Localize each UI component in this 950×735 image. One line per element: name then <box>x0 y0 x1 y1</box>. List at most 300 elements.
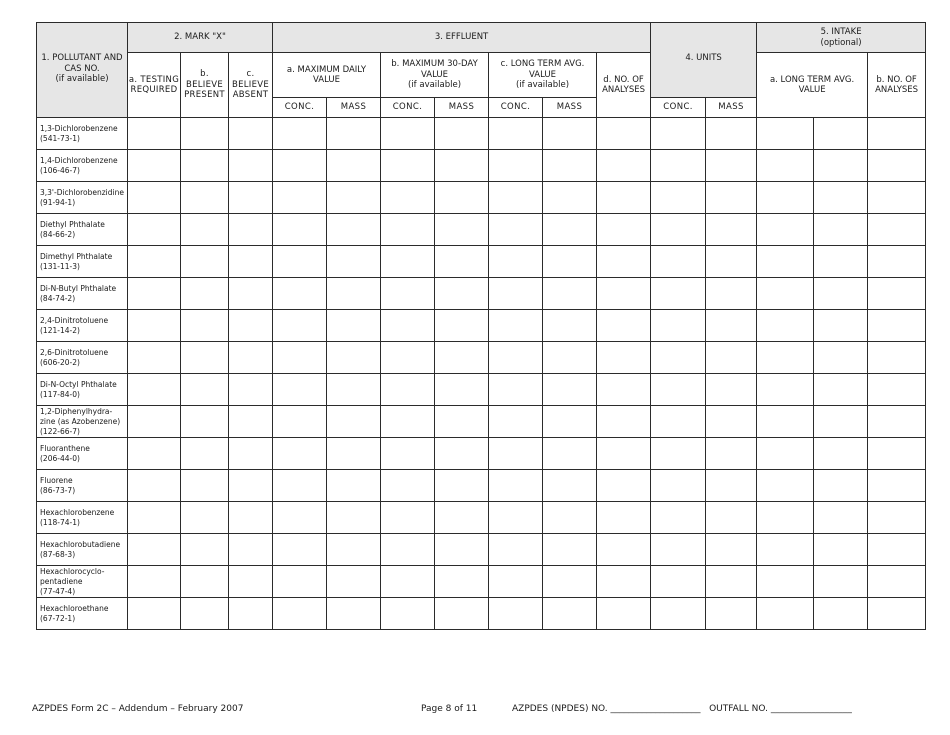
long-term-avg-conc-cell[interactable] <box>489 342 543 374</box>
units-mass-cell[interactable] <box>706 246 757 278</box>
pollutant-name-cell <box>37 566 128 598</box>
long-term-avg-mass-cell[interactable] <box>543 214 597 246</box>
believe-absent-cell[interactable] <box>229 118 273 150</box>
intake-mass-cell[interactable] <box>814 566 868 598</box>
units-conc-cell[interactable] <box>651 182 706 214</box>
max-30-day-conc-cell[interactable] <box>381 310 435 342</box>
max-daily-conc-cell[interactable] <box>273 246 327 278</box>
intake-mass-cell[interactable] <box>814 438 868 470</box>
units-conc-cell[interactable] <box>651 598 706 630</box>
table-row <box>37 182 926 214</box>
believe-present-cell[interactable] <box>181 406 229 438</box>
max-daily-conc-cell[interactable] <box>273 214 327 246</box>
no-of-analyses-cell[interactable] <box>597 438 651 470</box>
long-term-avg-conc-cell[interactable] <box>489 374 543 406</box>
max-30-day-mass-cell[interactable] <box>435 310 489 342</box>
long-term-avg-mass-cell[interactable] <box>543 598 597 630</box>
max-daily-conc-cell[interactable] <box>273 534 327 566</box>
believe-absent-cell[interactable] <box>229 502 273 534</box>
mark-believe-present-header: b. BELIEVE PRESENT <box>181 53 229 118</box>
units-conc-cell[interactable] <box>651 214 706 246</box>
believe-absent-cell[interactable] <box>229 374 273 406</box>
believe-absent-cell[interactable] <box>229 438 273 470</box>
mark-believe-absent-header: c. BELIEVE ABSENT <box>229 53 273 118</box>
max-daily-mass-cell[interactable] <box>327 182 381 214</box>
max-30-day-mass-cell[interactable] <box>435 150 489 182</box>
testing-required-cell[interactable] <box>128 246 181 278</box>
max-30-day-conc-cell[interactable] <box>381 118 435 150</box>
no-of-analyses-cell[interactable] <box>597 470 651 502</box>
pollutant-header-note: (if available) <box>55 74 109 84</box>
max-daily-mass-cell[interactable] <box>327 406 381 438</box>
long-term-avg-conc-cell[interactable] <box>489 470 543 502</box>
intake-conc-cell[interactable] <box>757 342 814 374</box>
max-daily-mass-cell[interactable] <box>327 566 381 598</box>
pollutant-cas: (206-44-0) <box>40 453 80 463</box>
long-term-avg-mass-cell[interactable] <box>543 566 597 598</box>
max-daily-conc-cell[interactable] <box>273 438 327 470</box>
table-row <box>37 502 926 534</box>
intake-no-of-analyses-cell[interactable] <box>868 182 926 214</box>
max-daily-conc-cell[interactable] <box>273 566 327 598</box>
long-term-avg-conc-cell[interactable] <box>489 438 543 470</box>
long-term-avg-mass-cell[interactable] <box>543 502 597 534</box>
pollutant-cas: (117-84-0) <box>40 389 80 399</box>
pollutant-name-cell <box>37 246 128 278</box>
intake-conc-cell[interactable] <box>757 438 814 470</box>
long-term-avg-conc-cell[interactable] <box>489 502 543 534</box>
testing-required-cell[interactable] <box>128 502 181 534</box>
intake-no-of-analyses-cell[interactable] <box>868 118 926 150</box>
long-term-avg-mass-cell[interactable] <box>543 534 597 566</box>
max-30-day-conc-cell[interactable] <box>381 406 435 438</box>
max-daily-conc-cell[interactable] <box>273 278 327 310</box>
believe-absent-cell[interactable] <box>229 150 273 182</box>
units-mass-cell[interactable] <box>706 438 757 470</box>
no-of-analyses-cell[interactable] <box>597 502 651 534</box>
intake-mass-cell[interactable] <box>814 214 868 246</box>
max-daily-conc-cell[interactable] <box>273 406 327 438</box>
max-30-day-mass-cell[interactable] <box>435 534 489 566</box>
long-term-avg-conc-cell[interactable] <box>489 118 543 150</box>
max-daily-mass-cell[interactable] <box>327 374 381 406</box>
pollutant-name: 3,3'-Dichlorobenzidine <box>40 187 124 197</box>
no-of-analyses-header: d. NO. OF ANALYSES <box>597 53 651 118</box>
believe-absent-cell[interactable] <box>229 566 273 598</box>
pollutant-cas: (122-66-7) <box>40 426 80 436</box>
intake-conc-cell[interactable] <box>757 118 814 150</box>
pollutant-name-cell <box>37 470 128 502</box>
pollutant-name-cell <box>37 214 128 246</box>
intake-no-of-analyses-cell[interactable] <box>868 566 926 598</box>
intake-conc-cell[interactable] <box>757 246 814 278</box>
max-30-day-mass-cell[interactable] <box>435 566 489 598</box>
units-conc-cell[interactable] <box>651 118 706 150</box>
intake-conc-cell[interactable] <box>757 470 814 502</box>
intake-conc-cell[interactable] <box>757 182 814 214</box>
max-30-day-mass-cell[interactable] <box>435 246 489 278</box>
max-30-day-conc-cell[interactable] <box>381 182 435 214</box>
max-30-day-mass-cell[interactable] <box>435 214 489 246</box>
pollutant-name-cell <box>37 534 128 566</box>
believe-present-cell[interactable] <box>181 566 229 598</box>
max-daily-mass-cell[interactable] <box>327 502 381 534</box>
testing-required-cell[interactable] <box>128 118 181 150</box>
no-of-analyses-cell[interactable] <box>597 150 651 182</box>
long-term-avg-conc-header: CONC. <box>489 98 543 118</box>
max-30-day-conc-header: CONC. <box>381 98 435 118</box>
intake-conc-cell[interactable] <box>757 406 814 438</box>
intake-no-of-analyses-cell[interactable] <box>868 534 926 566</box>
long-term-avg-mass-cell[interactable] <box>543 406 597 438</box>
believe-absent-cell[interactable] <box>229 182 273 214</box>
believe-absent-cell[interactable] <box>229 598 273 630</box>
long-term-avg-conc-cell[interactable] <box>489 534 543 566</box>
long-term-avg-mass-cell[interactable] <box>543 438 597 470</box>
units-mass-cell[interactable] <box>706 118 757 150</box>
testing-required-cell[interactable] <box>128 534 181 566</box>
units-conc-cell[interactable] <box>651 342 706 374</box>
long-term-avg-conc-cell[interactable] <box>489 566 543 598</box>
max-daily-mass-cell[interactable] <box>327 118 381 150</box>
max-daily-mass-cell[interactable] <box>327 246 381 278</box>
believe-absent-cell[interactable] <box>229 278 273 310</box>
long-term-avg-mass-cell[interactable] <box>543 118 597 150</box>
testing-required-cell[interactable] <box>128 150 181 182</box>
long-term-avg-mass-cell[interactable] <box>543 246 597 278</box>
long-term-avg-conc-cell[interactable] <box>489 278 543 310</box>
table-row <box>37 214 926 246</box>
believe-present-cell[interactable] <box>181 278 229 310</box>
units-mass-cell[interactable] <box>706 534 757 566</box>
max-daily-mass-cell[interactable] <box>327 150 381 182</box>
believe-present-cell[interactable] <box>181 470 229 502</box>
units-conc-cell[interactable] <box>651 150 706 182</box>
testing-required-cell[interactable] <box>128 278 181 310</box>
no-of-analyses-cell[interactable] <box>597 374 651 406</box>
max-30-day-mass-cell[interactable] <box>435 374 489 406</box>
no-of-analyses-cell[interactable] <box>597 214 651 246</box>
max-30-day-mass-cell[interactable] <box>435 598 489 630</box>
intake-mass-cell[interactable] <box>814 470 868 502</box>
intake-no-of-analyses-cell[interactable] <box>868 278 926 310</box>
intake-mass-cell[interactable] <box>814 278 868 310</box>
believe-present-cell[interactable] <box>181 598 229 630</box>
intake-mass-cell[interactable] <box>814 342 868 374</box>
max-daily-conc-cell[interactable] <box>273 310 327 342</box>
pollutant-cas: (106-46-7) <box>40 165 80 175</box>
believe-present-cell[interactable] <box>181 246 229 278</box>
intake-conc-cell[interactable] <box>757 150 814 182</box>
units-header: 4. UNITS <box>651 23 757 98</box>
testing-required-cell[interactable] <box>128 470 181 502</box>
believe-present-cell[interactable] <box>181 374 229 406</box>
max-30-day-mass-cell[interactable] <box>435 502 489 534</box>
units-mass-cell[interactable] <box>706 150 757 182</box>
max-daily-mass-cell[interactable] <box>327 534 381 566</box>
intake-mass-cell[interactable] <box>814 502 868 534</box>
long-term-avg-mass-cell[interactable] <box>543 342 597 374</box>
units-mass-cell[interactable] <box>706 598 757 630</box>
max-30-day-conc-cell[interactable] <box>381 374 435 406</box>
page-number: Page 8 of 11 <box>421 704 478 714</box>
intake-conc-cell[interactable] <box>757 534 814 566</box>
intake-mass-cell[interactable] <box>814 246 868 278</box>
max-30-day-conc-cell[interactable] <box>381 598 435 630</box>
table-row <box>37 438 926 470</box>
pollutant-name: Di-N-Octyl Phthalate <box>40 379 117 389</box>
units-conc-cell[interactable] <box>651 438 706 470</box>
pollutant-name-cell <box>37 182 128 214</box>
intake-conc-cell[interactable] <box>757 374 814 406</box>
max-30-day-note: (if available) <box>407 80 462 91</box>
max-30-day-mass-cell[interactable] <box>435 342 489 374</box>
no-of-analyses-cell[interactable] <box>597 342 651 374</box>
no-of-analyses-cell[interactable] <box>597 118 651 150</box>
max-30-day-header <box>381 53 489 98</box>
testing-required-cell[interactable] <box>128 438 181 470</box>
long-term-avg-mass-cell[interactable] <box>543 182 597 214</box>
intake-no-of-analyses-cell[interactable] <box>868 150 926 182</box>
long-term-avg-conc-cell[interactable] <box>489 598 543 630</box>
intake-mass-cell[interactable] <box>814 310 868 342</box>
no-of-analyses-cell[interactable] <box>597 406 651 438</box>
intake-no-of-analyses-cell[interactable] <box>868 310 926 342</box>
max-daily-mass-cell[interactable] <box>327 278 381 310</box>
intake-conc-cell[interactable] <box>757 214 814 246</box>
intake-no-of-analyses-cell[interactable] <box>868 246 926 278</box>
long-term-avg-mass-cell[interactable] <box>543 150 597 182</box>
testing-required-cell[interactable] <box>128 406 181 438</box>
units-mass-cell[interactable] <box>706 502 757 534</box>
no-of-analyses-cell[interactable] <box>597 534 651 566</box>
long-term-avg-mass-cell[interactable] <box>543 470 597 502</box>
units-mass-cell[interactable] <box>706 566 757 598</box>
intake-mass-cell[interactable] <box>814 182 868 214</box>
intake-mass-cell[interactable] <box>814 150 868 182</box>
intake-no-of-analyses-cell[interactable] <box>868 598 926 630</box>
units-conc-cell[interactable] <box>651 406 706 438</box>
max-30-day-conc-cell[interactable] <box>381 470 435 502</box>
pollutant-name: Fluoranthene <box>40 443 90 453</box>
believe-present-cell[interactable] <box>181 310 229 342</box>
max-daily-mass-cell[interactable] <box>327 470 381 502</box>
table-row <box>37 246 926 278</box>
intake-no-of-analyses-cell[interactable] <box>868 406 926 438</box>
testing-required-cell[interactable] <box>128 598 181 630</box>
units-conc-cell[interactable] <box>651 246 706 278</box>
pollutant-name: 1,3-Dichlorobenzene <box>40 123 118 133</box>
units-mass-cell[interactable] <box>706 182 757 214</box>
intake-conc-cell[interactable] <box>757 598 814 630</box>
long-term-avg-conc-cell[interactable] <box>489 406 543 438</box>
intake-mass-cell[interactable] <box>814 374 868 406</box>
units-conc-cell[interactable] <box>651 310 706 342</box>
intake-conc-cell[interactable] <box>757 310 814 342</box>
no-of-analyses-cell[interactable] <box>597 246 651 278</box>
max-daily-mass-cell[interactable] <box>327 598 381 630</box>
units-mass-cell[interactable] <box>706 278 757 310</box>
pollutant-cas: (91-94-1) <box>40 197 76 207</box>
no-of-analyses-cell[interactable] <box>597 310 651 342</box>
pollutant-cas: (118-74-1) <box>40 517 80 527</box>
intake-no-of-analyses-cell[interactable] <box>868 214 926 246</box>
max-daily-header: a. MAXIMUM DAILY VALUE <box>273 53 381 98</box>
max-30-day-mass-cell[interactable] <box>435 278 489 310</box>
max-30-day-mass-cell[interactable] <box>435 182 489 214</box>
no-of-analyses-cell[interactable] <box>597 182 651 214</box>
long-term-avg-conc-cell[interactable] <box>489 182 543 214</box>
intake-header-note: (optional) <box>820 37 862 48</box>
max-daily-conc-cell[interactable] <box>273 598 327 630</box>
max-daily-conc-cell[interactable] <box>273 470 327 502</box>
table-row <box>37 598 926 630</box>
max-30-day-conc-cell[interactable] <box>381 278 435 310</box>
max-daily-mass-header: MASS <box>327 98 381 118</box>
max-30-day-mass-cell[interactable] <box>435 470 489 502</box>
pollutant-name-cell <box>37 598 128 630</box>
believe-present-cell[interactable] <box>181 150 229 182</box>
form-id: AZPDES Form 2C – Addendum – February 2007 <box>32 704 244 714</box>
testing-required-cell[interactable] <box>128 566 181 598</box>
units-mass-cell[interactable] <box>706 374 757 406</box>
testing-required-cell[interactable] <box>128 182 181 214</box>
believe-present-cell[interactable] <box>181 342 229 374</box>
pollutant-name: Di-N-Butyl Phthalate <box>40 283 117 293</box>
max-daily-conc-cell[interactable] <box>273 502 327 534</box>
units-conc-cell[interactable] <box>651 502 706 534</box>
units-conc-cell[interactable] <box>651 278 706 310</box>
believe-absent-cell[interactable] <box>229 310 273 342</box>
max-30-day-conc-cell[interactable] <box>381 150 435 182</box>
intake-mass-cell[interactable] <box>814 406 868 438</box>
max-daily-mass-cell[interactable] <box>327 438 381 470</box>
max-30-day-conc-cell[interactable] <box>381 214 435 246</box>
believe-absent-cell[interactable] <box>229 246 273 278</box>
max-30-day-mass-cell[interactable] <box>435 406 489 438</box>
long-term-avg-header <box>489 53 597 98</box>
max-30-day-conc-cell[interactable] <box>381 246 435 278</box>
believe-absent-cell[interactable] <box>229 406 273 438</box>
units-mass-cell[interactable] <box>706 310 757 342</box>
table-row <box>37 118 926 150</box>
effluent-header: 3. EFFLUENT <box>273 23 651 53</box>
pollutant-cas: (87-68-3) <box>40 549 76 559</box>
pollutant-name-cell <box>37 502 128 534</box>
believe-absent-cell[interactable] <box>229 534 273 566</box>
table-row <box>37 342 926 374</box>
table-row <box>37 310 926 342</box>
table-row <box>37 406 926 438</box>
pollutant-name: Diethyl Phthalate <box>40 219 105 229</box>
units-conc-cell[interactable] <box>651 566 706 598</box>
pollutant-cas: (131-11-3) <box>40 261 80 271</box>
testing-required-cell[interactable] <box>128 214 181 246</box>
believe-present-cell[interactable] <box>181 182 229 214</box>
intake-no-of-analyses-cell[interactable] <box>868 470 926 502</box>
testing-required-cell[interactable] <box>128 342 181 374</box>
max-30-day-mass-cell[interactable] <box>435 118 489 150</box>
no-of-analyses-cell[interactable] <box>597 566 651 598</box>
pollutant-name-cell <box>37 150 128 182</box>
units-mass-cell[interactable] <box>706 470 757 502</box>
intake-mass-cell[interactable] <box>814 598 868 630</box>
believe-absent-cell[interactable] <box>229 342 273 374</box>
no-of-analyses-cell[interactable] <box>597 278 651 310</box>
believe-present-cell[interactable] <box>181 118 229 150</box>
believe-present-cell[interactable] <box>181 438 229 470</box>
long-term-avg-conc-cell[interactable] <box>489 246 543 278</box>
intake-conc-cell[interactable] <box>757 502 814 534</box>
intake-no-of-analyses-cell[interactable] <box>868 438 926 470</box>
no-of-analyses-cell[interactable] <box>597 598 651 630</box>
pollutant-name-cell <box>37 310 128 342</box>
believe-absent-cell[interactable] <box>229 214 273 246</box>
pollutant-cas: (84-74-2) <box>40 293 76 303</box>
intake-header <box>757 23 926 53</box>
long-term-avg-mass-cell[interactable] <box>543 374 597 406</box>
intake-no-of-analyses-cell[interactable] <box>868 502 926 534</box>
max-30-day-conc-cell[interactable] <box>381 502 435 534</box>
intake-mass-cell[interactable] <box>814 118 868 150</box>
pollutant-header <box>37 23 128 118</box>
long-term-avg-mass-cell[interactable] <box>543 310 597 342</box>
believe-present-cell[interactable] <box>181 534 229 566</box>
units-conc-cell[interactable] <box>651 374 706 406</box>
max-daily-mass-cell[interactable] <box>327 310 381 342</box>
max-30-day-conc-cell[interactable] <box>381 534 435 566</box>
max-daily-mass-cell[interactable] <box>327 342 381 374</box>
intake-no-of-analyses-cell[interactable] <box>868 374 926 406</box>
believe-absent-cell[interactable] <box>229 470 273 502</box>
max-30-day-conc-cell[interactable] <box>381 342 435 374</box>
max-daily-conc-cell[interactable] <box>273 118 327 150</box>
pollutant-cas: (541-73-1) <box>40 133 80 143</box>
testing-required-cell[interactable] <box>128 374 181 406</box>
units-conc-cell[interactable] <box>651 534 706 566</box>
believe-present-cell[interactable] <box>181 502 229 534</box>
max-30-day-mass-cell[interactable] <box>435 438 489 470</box>
max-daily-conc-cell[interactable] <box>273 150 327 182</box>
intake-mass-cell[interactable] <box>814 534 868 566</box>
intake-conc-cell[interactable] <box>757 566 814 598</box>
intake-conc-cell[interactable] <box>757 278 814 310</box>
max-30-day-conc-cell[interactable] <box>381 566 435 598</box>
testing-required-cell[interactable] <box>128 310 181 342</box>
max-daily-conc-cell[interactable] <box>273 342 327 374</box>
units-mass-cell[interactable] <box>706 406 757 438</box>
units-conc-cell[interactable] <box>651 470 706 502</box>
units-mass-cell[interactable] <box>706 342 757 374</box>
long-term-avg-conc-cell[interactable] <box>489 310 543 342</box>
max-daily-conc-header: CONC. <box>273 98 327 118</box>
max-30-day-conc-cell[interactable] <box>381 438 435 470</box>
long-term-avg-conc-cell[interactable] <box>489 214 543 246</box>
pollutant-header-label: 1. POLLUTANT AND CAS NO. <box>41 53 123 74</box>
long-term-avg-mass-cell[interactable] <box>543 278 597 310</box>
intake-no-of-analyses-cell[interactable] <box>868 342 926 374</box>
intake-header-label: 5. INTAKE <box>820 27 862 37</box>
max-daily-conc-cell[interactable] <box>273 182 327 214</box>
long-term-avg-conc-cell[interactable] <box>489 150 543 182</box>
long-term-avg-note: (if available) <box>515 80 570 91</box>
max-daily-conc-cell[interactable] <box>273 374 327 406</box>
pollutant-cas: (121-14-2) <box>40 325 80 335</box>
max-daily-mass-cell[interactable] <box>327 214 381 246</box>
units-mass-cell[interactable] <box>706 214 757 246</box>
believe-present-cell[interactable] <box>181 214 229 246</box>
table-row <box>37 150 926 182</box>
